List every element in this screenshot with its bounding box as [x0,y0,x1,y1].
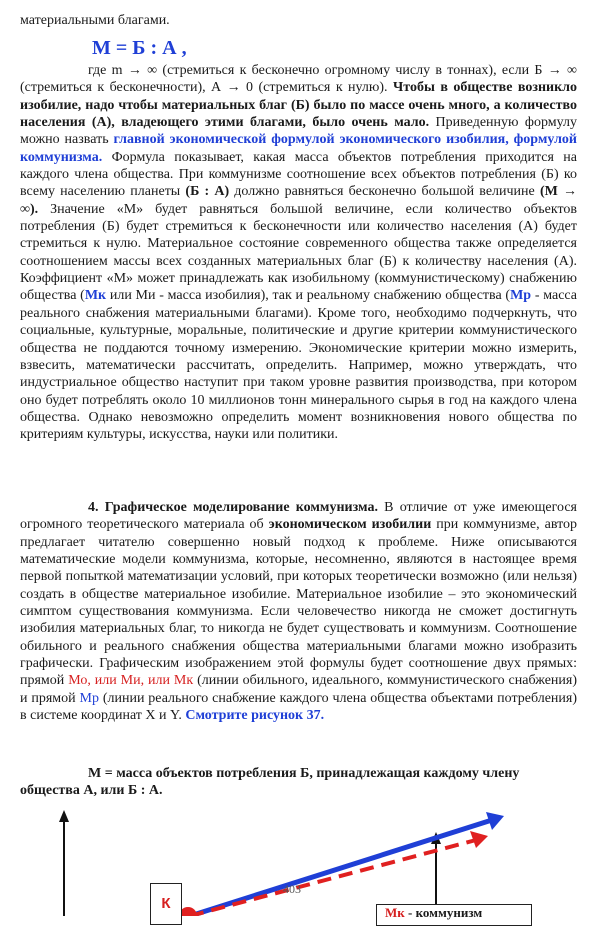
figure-37-link[interactable]: Смотрите рисунок 37. [185,708,325,724]
para1-bold-ba: (Б : А) [185,184,230,200]
page-number: 403 [283,882,301,896]
para1-text-5: Формула показывает, какая масса объектов потребления приходится на каждого члена общества. При коммунизме соотношение всех объектов потребления (Б) ко всему населению планеты [20,149,577,200]
text-line-top: материальными благами. [20,13,170,28]
section-heading-graphic-modeling: 4. Графическое моделирование коммунизма. [88,500,378,515]
para1-text-1: где m → ∞ (стремиться к бесконечно огромному числу в тоннах), если Б → ∞ (стремиться к бесконечности), А → 0 (стремиться к нулю). [20,63,577,96]
para1-text-9: Значение «М» будет равняться большой величине, если количество объектов потребления (Б) будет стремиться к бесконечности или количество населения (А) будет стремиться к нулю. Материальное состояние современного общества также определяется соотношением массы всех созданных материальных благ (Б) к количеству населения (А). Коэффициент «М» может принадлежать как изобильному (коммунистическому) снабжению общества ( [20,201,577,304]
para1-bold-abundance: Чтобы в обществе возникло изобилие, надо чтобы материальных благ (Б) было по массе очень много, а количество населения (А), владеющего этими благами, было очень мало. [20,80,578,131]
para1-text-13: - масса реального снабжения материальными благами). Кроме того, необходимо подчеркнуть, что социальные, культурные, моральные, политические и другие критерии коммунистического общества не поддаются точному измерению. Экономические критерии можно измерить, взвесить, математически рассчитать, определить. Например, можно утверждать, что индустриальное общество наступит при таком уровне развития производства, при котором оно будет потреблять около 10 миллионов тонн минерального сырья в год на каждого члена общества. Однако невозможно определить момент возникновения нового общества по критериям культуры, искусства, науки или политики. [20,288,578,443]
paragraph-formula-explanation [20,62,577,444]
figure-37-graph [0,800,600,916]
mk-communism-label [376,904,532,926]
para1-text-3: Приведенную формулу можно назвать [20,115,578,148]
para1-text-7: должно равняться бесконечно большой величине [229,184,540,200]
k-label-box: К [150,883,182,925]
line-mk-blue [190,820,492,916]
para2-text-3: при коммунизме, автор предлагает читателю совершенно новый подход к проблеме. Ниже описываются математические модели коммунизма, которые, несомненно, являются в настоящее время первой попыткой математизации условий, при которых теоретически возможно (или нельзя) создать в обществе материальное изобилие. Материальное изобилие – это экономический симптом существования коммунизма. Если человечество никогда не сможет достигнуть изобилия материальных благ, то никогда не будет существовать и коммунизм. Соотношение обильного и реального снабжения общества материальными благами можно изобразить графически. Графическим изображением этой формулы будет соотношение двух прямых: прямой [20,517,578,689]
para1-bold-m-inf: (М → ∞). [20,184,577,217]
mk-label-red: Мк [385,905,405,920]
para2-bold-abundance: экономическом изобилии [268,517,432,533]
para1-main-formula-highlight: главной экономической формулой экономического изобилия, формулой коммунизма. [20,132,577,165]
para2-blue-mr: Мр [79,690,99,706]
para1-mk: Мк [84,288,107,304]
formula-main: М = Б : А , [92,37,187,59]
mk-label-text: - коммунизм [404,905,483,920]
paragraph-graphic-modeling [20,499,577,724]
para2-text-1: В отличие от уже имеющегося огромного теоретического материала об [20,500,577,533]
para1-mr: Мр [510,288,532,304]
para2-red-mo-mi-mk: Мо, или Ми, или Мк [68,673,194,689]
para2-text-5: (линии обильного, идеального, коммунистического снабжения) и прямой [20,673,578,706]
y-axis-arrow-icon [59,810,69,822]
para2-text-7: (линии реального снабжение каждого члена общества объектами потребления) в системе координат X и Y. [20,690,578,724]
para1-text-11: или Ми - масса изобилия), так и реальному снабжению общества ( [106,288,511,304]
figure-caption: М = масса объектов потребления Б, принадлежащая каждому члену общества А, или Б : А. [20,766,520,798]
